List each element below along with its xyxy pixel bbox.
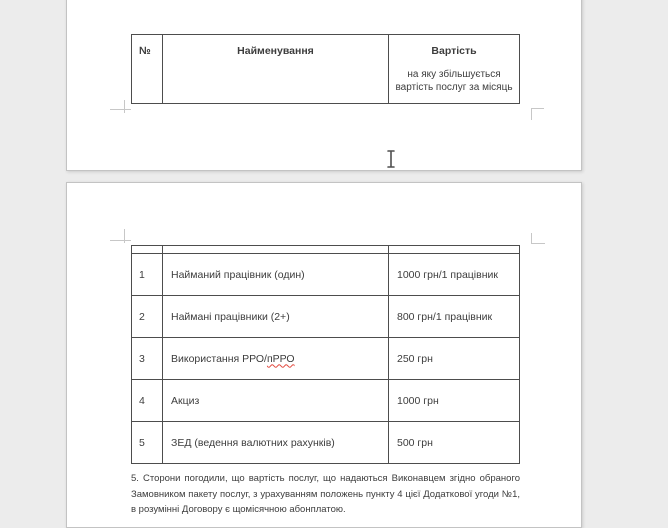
service-cost-cell[interactable]: 250 грн: [389, 338, 520, 380]
margin-crop-mark: [531, 243, 545, 244]
service-cost-cell[interactable]: 1000 грн/1 працівник: [389, 254, 520, 296]
misspelled-word: пРРО: [266, 352, 295, 365]
table-row: [132, 422, 520, 464]
service-cost-cell[interactable]: 800 грн/1 працівник: [389, 296, 520, 338]
row-number-cell[interactable]: 2: [132, 296, 163, 338]
service-cost-cell[interactable]: [389, 246, 520, 254]
row-number-cell[interactable]: 4: [132, 380, 163, 422]
table-row: [132, 380, 520, 422]
table-row-continuation: [132, 246, 520, 254]
row-number-cell[interactable]: 5: [132, 422, 163, 464]
pricing-table-body: [131, 245, 520, 464]
service-name-cell[interactable]: [163, 254, 389, 296]
margin-crop-mark: [110, 240, 131, 241]
service-cost-cell[interactable]: 500 грн: [389, 422, 520, 464]
service-name-cell[interactable]: [163, 422, 389, 464]
contract-clause-paragraph[interactable]: 5. Сторони погодили, що вартість послуг, що надаються Виконавцем згідно обраного Замовником пакету послуг, з урахуванням положень пункту 4 цієї Додаткової угоди №1, в розумінні Договору є щомісячною абонплатою.: [131, 473, 520, 515]
header-cost-subtitle: на яку збільшується вартість послуг за місяць: [395, 69, 513, 93]
service-name-text: Використання РРО/: [171, 352, 267, 365]
header-cost-label: Вартість: [431, 45, 477, 57]
header-name-label: Найменування: [237, 45, 314, 57]
row-number-cell[interactable]: 1: [132, 254, 163, 296]
service-name-text: Акциз: [171, 394, 200, 407]
margin-crop-mark: [531, 233, 532, 244]
header-cell-cost[interactable]: [389, 35, 520, 104]
row-number-cell[interactable]: 3: [132, 338, 163, 380]
table-row: [132, 296, 520, 338]
margin-crop-mark: [531, 108, 544, 109]
margin-crop-mark: [124, 229, 125, 243]
header-number-label: №: [139, 45, 151, 57]
header-cell-number[interactable]: [132, 35, 163, 104]
margin-crop-mark: [110, 109, 131, 110]
margin-crop-mark: [531, 108, 532, 120]
service-name-cell[interactable]: [163, 246, 389, 254]
table-row: [132, 338, 520, 380]
header-cell-name[interactable]: [163, 35, 389, 104]
service-name-cell[interactable]: [163, 296, 389, 338]
service-name-text: Наймані працівники (2+): [171, 310, 290, 323]
table-row: [132, 254, 520, 296]
document-page-2[interactable]: [66, 182, 582, 528]
service-cost-cell[interactable]: 1000 грн: [389, 380, 520, 422]
row-number-cell[interactable]: [132, 246, 163, 254]
service-name-cell[interactable]: [163, 380, 389, 422]
service-name-text: ЗЕД (ведення валютних рахунків): [171, 436, 335, 449]
service-name-text: Найманий працівник (один): [171, 268, 305, 281]
service-name-cell[interactable]: [163, 338, 389, 380]
pricing-table-header: [131, 34, 520, 104]
table-header-row: [132, 35, 520, 104]
margin-crop-mark: [124, 100, 125, 113]
document-page-1[interactable]: [66, 0, 582, 171]
